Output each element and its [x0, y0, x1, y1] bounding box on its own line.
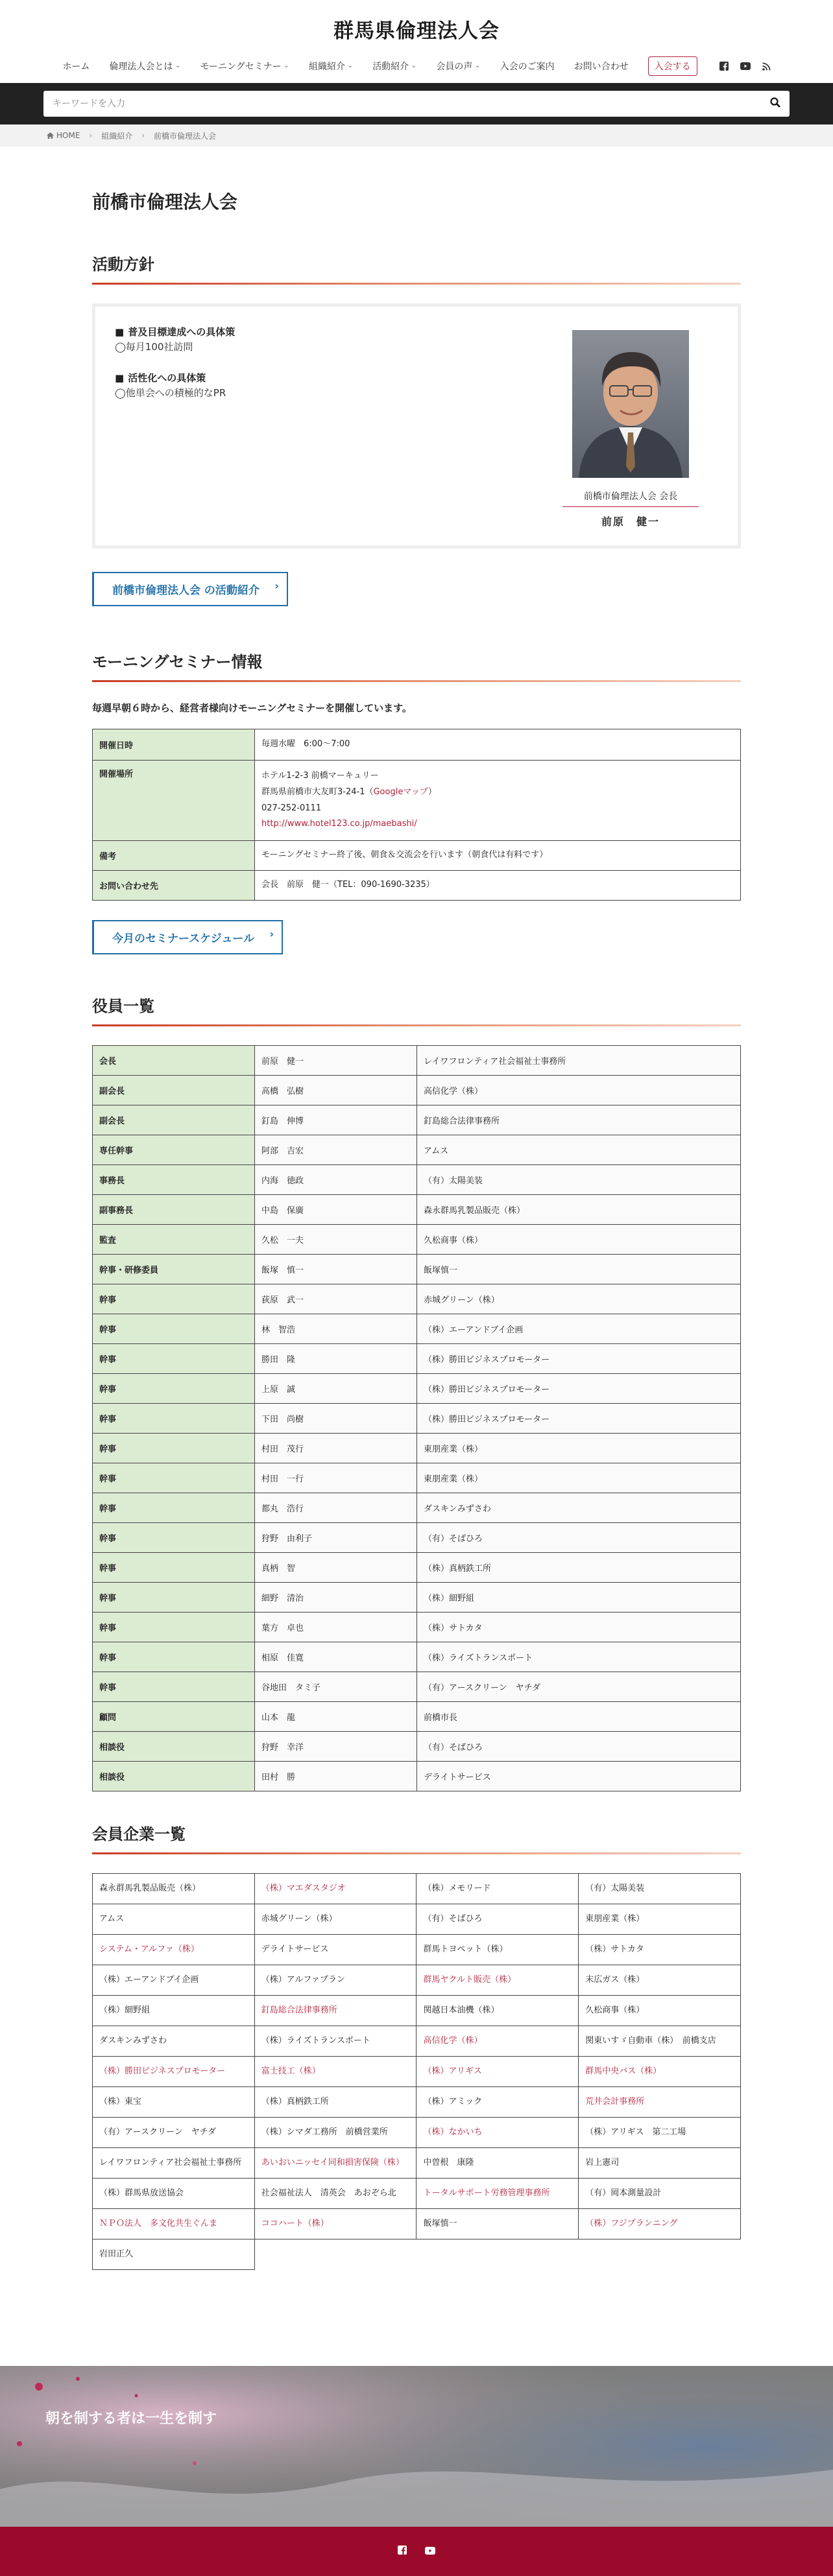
officer-role: 幹事 [93, 1344, 255, 1374]
table-row [93, 1135, 741, 1165]
officer-name: 谷地田 タミ子 [255, 1672, 417, 1702]
table-row [93, 1672, 741, 1702]
breadcrumb [0, 124, 833, 147]
activity-link-button[interactable]: 前橋市倫理法人会 の活動紹介 › [92, 572, 288, 606]
nav-item[interactable]: 入会のご案内 [500, 62, 555, 72]
member-company: 関東いすゞ自動車（株） 前橋支店 [579, 2026, 741, 2057]
member-company[interactable]: （株）マエダスタジオ [254, 1874, 416, 1904]
table-row [93, 1732, 741, 1762]
member-company[interactable]: （株）アリギス [416, 2057, 579, 2087]
contact-label: お問い合わせ先 [93, 871, 255, 901]
member-company[interactable]: 群馬中央バス（株） [579, 2057, 741, 2087]
officer-company: （株）真柄鉄工所 [417, 1553, 741, 1583]
table-row [93, 2209, 741, 2239]
officer-name: 田村 勝 [255, 1762, 417, 1791]
officer-role: 幹事 [93, 1553, 255, 1583]
officers-table [92, 1045, 741, 1791]
table-row [93, 1762, 741, 1791]
table-row [93, 1284, 741, 1314]
member-company: （株）エーアンドブイ企画 [93, 1965, 255, 1996]
breadcrumb-separator-icon: › [89, 131, 93, 140]
table-row [93, 1046, 741, 1076]
member-company: （株）サトカタ [579, 1935, 741, 1965]
officer-company: 東朋産業（株） [417, 1434, 741, 1463]
member-company[interactable]: 荒井会計事務所 [579, 2087, 741, 2118]
header-social-icons [719, 62, 771, 71]
nav-item[interactable]: 活動紹介 ⌄ [372, 60, 416, 73]
officer-company: 久松商事（株） [417, 1225, 741, 1255]
officer-role: 事務長 [93, 1165, 255, 1195]
member-company[interactable]: ＮＰＯ法人 多文化共生ぐんま [93, 2209, 255, 2239]
officer-role: 幹事 [93, 1642, 255, 1672]
officer-company: アムス [417, 1135, 741, 1165]
google-map-link[interactable]: Googleマップ [373, 786, 428, 797]
member-company: 赤城グリーン（株） [254, 1904, 416, 1935]
place-address [261, 785, 734, 801]
officer-role: 専任幹事 [93, 1135, 255, 1165]
member-company: （株）アミック [416, 2087, 579, 2118]
place-address-close: ） [428, 786, 437, 797]
officer-name: 相原 佳寛 [255, 1642, 417, 1672]
member-company: 社会福祉法人 清英会 あおぞら北 [254, 2179, 416, 2209]
table-row [93, 1613, 741, 1642]
officer-role: 幹事 [93, 1493, 255, 1523]
officer-company: （株）サトカタ [417, 1613, 741, 1642]
member-company: アムス [93, 1904, 255, 1935]
officer-company: 森永群馬乳製品販売（株） [417, 1195, 741, 1225]
officer-name: 細野 清治 [255, 1583, 417, 1613]
officer-name: 下田 尚樹 [255, 1404, 417, 1434]
member-company: 東朋産業（株） [579, 1904, 741, 1935]
seminar-lead: 毎週早朝６時から、経営者様向けモーニングセミナーを開催しています。 [92, 702, 412, 714]
officer-name: 上原 誠 [255, 1374, 417, 1404]
policy-text [115, 321, 235, 528]
officer-company: デライトサービス [417, 1762, 741, 1791]
officer-name: 飯塚 慎一 [255, 1255, 417, 1284]
table-row [93, 1076, 741, 1105]
search-bar [0, 83, 833, 124]
table-row [93, 1195, 741, 1225]
site-title[interactable]: 群馬県倫理法人会 [333, 19, 500, 43]
policy-item: ◯ 毎月100社訪問 [115, 340, 235, 355]
officer-name: 葉方 卓也 [255, 1613, 417, 1642]
note-label: 備考 [93, 841, 255, 871]
policy-heading: ■ 普及目標達成への具体策 [115, 325, 235, 340]
member-company[interactable]: （株）フジプランニング [579, 2209, 741, 2239]
officer-name: 阿部 吉宏 [255, 1135, 417, 1165]
place-line1: ホテル1-2-3 前橋マーキュリー [261, 771, 379, 781]
member-company[interactable]: ココハート（株） [254, 2209, 416, 2239]
table-row [93, 1874, 741, 1904]
place-tel: 027-252-0111 [261, 803, 322, 813]
table-row [93, 841, 741, 871]
officer-name: 久松 一夫 [255, 1225, 417, 1255]
member-company: 飯塚慎一 [416, 2209, 579, 2239]
note-value: モーニングセミナー終了後、朝食＆交流会を行います（朝食代は有料です） [255, 841, 741, 871]
member-company: （有）アースクリーン ヤチダ [93, 2118, 255, 2148]
nav-item[interactable]: 組織紹介 ⌄ [309, 60, 353, 73]
breadcrumb-separator-icon: › [141, 131, 145, 140]
join-button[interactable]: 入会する [648, 56, 697, 76]
place-value [255, 761, 741, 841]
member-company: レイワフロンティア社会福祉士事務所 [93, 2148, 255, 2179]
table-row [93, 1404, 741, 1434]
page-title: 前橋市倫理法人会 [92, 191, 238, 213]
member-company: 中曽根 康隆 [416, 2148, 579, 2179]
officer-company: ダスキンみずさわ [417, 1493, 741, 1523]
seminar-table [92, 729, 741, 901]
table-row [93, 1935, 741, 1965]
officer-role: 顧問 [93, 1702, 255, 1732]
officer-company: （株）ライズトランスポート [417, 1642, 741, 1672]
officer-role: 幹事 [93, 1404, 255, 1434]
table-row [93, 871, 741, 901]
date-value: 毎週水曜 6:00〜7:00 [255, 729, 741, 761]
breadcrumb-home[interactable] [47, 131, 80, 140]
member-company[interactable]: （株）なかいち [416, 2118, 579, 2148]
officer-name: 釘島 伸博 [255, 1105, 417, 1135]
table-row [93, 761, 741, 841]
member-company[interactable]: 富士技工（株） [254, 2057, 416, 2087]
table-row [93, 1702, 741, 1732]
members-section-title: 会員企業一覧 [92, 1821, 741, 1854]
youtube-icon[interactable] [740, 62, 751, 70]
search-box [43, 91, 790, 117]
member-company: （有）太陽美装 [579, 1874, 741, 1904]
member-company: （株）群馬県放送協会 [93, 2179, 255, 2209]
officers-section-title: 役員一覧 [92, 993, 741, 1026]
table-row [93, 1344, 741, 1374]
table-row [93, 1165, 741, 1195]
member-company: 森永群馬乳製品販売（株） [93, 1874, 255, 1904]
search-input[interactable] [53, 99, 708, 109]
officer-role: 幹事 [93, 1463, 255, 1493]
officer-role: 幹事 [93, 1314, 255, 1344]
president-role: 前橋市倫理法人会 会長 [562, 490, 699, 507]
officer-name: 荻原 武一 [255, 1284, 417, 1314]
table-row [93, 1434, 741, 1463]
table-row [93, 2087, 741, 2118]
president-photo [572, 330, 689, 478]
table-row [93, 1996, 741, 2026]
table-row [93, 1493, 741, 1523]
breadcrumb-home-label: HOME [56, 131, 80, 140]
member-company: （有）岡本測量設計 [579, 2179, 741, 2209]
site-footer [0, 2366, 833, 2576]
footer-background-image [0, 2366, 833, 2527]
nav-item[interactable]: 会員の声 ⌄ [436, 60, 480, 73]
member-company[interactable]: 高信化学（株） [416, 2026, 579, 2057]
officer-company: 赤城グリーン（株） [417, 1284, 741, 1314]
member-company: 岩上憲司 [579, 2148, 741, 2179]
officer-name: 林 智浩 [255, 1314, 417, 1344]
officer-company: 高信化学（株） [417, 1076, 741, 1105]
officer-role: 相談役 [93, 1732, 255, 1762]
table-row [93, 2118, 741, 2148]
officer-role: 幹事 [93, 1374, 255, 1404]
officer-name: 山本 龍 [255, 1702, 417, 1732]
officer-name: 村田 茂行 [255, 1434, 417, 1463]
officer-company: （株）エーアンドブイ企画 [417, 1314, 741, 1344]
member-company: （有）そばひろ [416, 1904, 579, 1935]
member-company: （株）アルファプラン [254, 1965, 416, 1996]
officer-company: 東朋産業（株） [417, 1463, 741, 1493]
member-company[interactable]: （株）勝田ビジネスプロモーター [93, 2057, 255, 2087]
member-company[interactable]: システム・アルファ（株） [93, 1935, 255, 1965]
members-table [92, 1873, 741, 2270]
table-row [93, 1255, 741, 1284]
officer-name: 真柄 智 [255, 1553, 417, 1583]
member-company[interactable]: あいおいニッセイ同和損害保険（株） [254, 2148, 416, 2179]
officer-company: （有）アースクリーン ヤチダ [417, 1672, 741, 1702]
table-row [93, 1642, 741, 1672]
table-row [93, 1374, 741, 1404]
member-company: （株）細野組 [93, 1996, 255, 2026]
officer-name: 中島 保廣 [255, 1195, 417, 1225]
officer-role: 相談役 [93, 1762, 255, 1791]
main-content [92, 147, 741, 2366]
member-company: 岩田正久 [93, 2239, 255, 2270]
officer-name: 高橋 弘樹 [255, 1076, 417, 1105]
officer-company: （有）そばひろ [417, 1523, 741, 1553]
officer-role: 幹事 [93, 1613, 255, 1642]
member-company: （株）ライズトランスポート [254, 2026, 416, 2057]
officer-company: （株）勝田ビジネスプロモーター [417, 1374, 741, 1404]
officer-company: （有）そばひろ [417, 1732, 741, 1762]
officer-role: 幹事 [93, 1523, 255, 1553]
officer-role: 幹事 [93, 1284, 255, 1314]
youtube-icon[interactable] [425, 2546, 435, 2557]
facebook-icon[interactable] [398, 2546, 407, 2557]
officer-company: （有）太陽美装 [417, 1165, 741, 1195]
member-company: （株）メモリード [416, 1874, 579, 1904]
footer-hero [0, 2366, 833, 2527]
officer-role: 幹事 [93, 1672, 255, 1702]
officer-company: （株）勝田ビジネスプロモーター [417, 1404, 741, 1434]
officer-role: 幹事・研修委員 [93, 1255, 255, 1284]
officer-role: 幹事 [93, 1434, 255, 1463]
officer-company: レイワフロンティア社会福祉士事務所 [417, 1046, 741, 1076]
officer-role: 副事務長 [93, 1195, 255, 1225]
site-header [0, 0, 833, 83]
policy-section-title: 活動方針 [92, 252, 741, 284]
rss-icon[interactable] [762, 62, 771, 71]
member-company: （株）東宝 [93, 2087, 255, 2118]
table-row [93, 1105, 741, 1135]
officer-role: 会長 [93, 1046, 255, 1076]
table-row [93, 1583, 741, 1613]
table-row [93, 1904, 741, 1935]
policy-box [92, 303, 741, 549]
global-nav [0, 56, 833, 76]
table-row [93, 1463, 741, 1493]
officer-name: 狩野 由利子 [255, 1523, 417, 1553]
member-company: 関越日本油機（株） [416, 1996, 579, 2026]
table-row [93, 2179, 741, 2209]
table-row [93, 1314, 741, 1344]
member-company: 群馬トヨペット（株） [416, 1935, 579, 1965]
member-company: （株）真柄鉄工所 [254, 2087, 416, 2118]
table-row [93, 1965, 741, 1996]
seminar-section-title: モーニングセミナー情報 [92, 649, 741, 681]
table-row [93, 1553, 741, 1583]
officer-role: 幹事 [93, 1583, 255, 1613]
footer-tagline: 朝を制する者は一生を制す [45, 2410, 217, 2427]
table-row [93, 1523, 741, 1553]
search-icon[interactable] [770, 97, 780, 110]
member-company[interactable]: 釘島総合法律事務所 [254, 1996, 416, 2026]
officer-name: 狩野 幸洋 [255, 1732, 417, 1762]
nav-item[interactable]: お問い合わせ [573, 62, 629, 72]
officer-name: 勝田 隆 [255, 1344, 417, 1374]
table-row [93, 2148, 741, 2179]
member-company: 久松商事（株） [579, 1996, 741, 2026]
officer-role: 副会長 [93, 1105, 255, 1135]
nav-item[interactable]: ホーム [62, 62, 90, 72]
nav-item[interactable]: 倫理法人会とは ⌄ [109, 60, 180, 73]
officer-role: 副会長 [93, 1076, 255, 1105]
table-row [93, 2239, 741, 2270]
officer-name: 都丸 浩行 [255, 1493, 417, 1523]
officer-company: 釘島総合法律事務所 [417, 1105, 741, 1135]
table-row [93, 2026, 741, 2057]
officer-name: 前原 健一 [255, 1046, 417, 1076]
seminar-schedule-button[interactable]: 今月のセミナースケジュール › [92, 920, 283, 954]
date-label: 開催日時 [93, 729, 255, 761]
officer-role: 監査 [93, 1225, 255, 1255]
member-company: 末広ガス（株） [579, 1965, 741, 1996]
contact-value: 会長 前原 健一（TEL：090-1690-3235） [255, 871, 741, 901]
home-icon [47, 132, 54, 139]
table-row [93, 2057, 741, 2087]
place-label: 開催場所 [93, 761, 255, 841]
breadcrumb-parent[interactable]: 組織紹介 [101, 131, 133, 141]
breadcrumb-current: 前橋市倫理法人会 [154, 131, 217, 141]
place-address-text: 群馬県前橋市大友町3-24-1（ [261, 786, 374, 797]
officer-company: 飯塚慎一 [417, 1255, 741, 1284]
president-card [562, 321, 699, 528]
policy-heading: ■ 活性化への具体策 [115, 371, 235, 386]
officer-company: （株）勝田ビジネスプロモーター [417, 1344, 741, 1374]
officer-name: 内海 徳政 [255, 1165, 417, 1195]
member-company[interactable]: 群馬ヤクルト販売（株） [416, 1965, 579, 1996]
officer-name: 村田 一行 [255, 1463, 417, 1493]
facebook-icon[interactable] [719, 62, 729, 71]
table-row [93, 1225, 741, 1255]
president-name: 前原 健一 [601, 515, 660, 528]
member-company: デライトサービス [254, 1935, 416, 1965]
table-row [93, 729, 741, 761]
member-company: （株）アリギス 第二工場 [579, 2118, 741, 2148]
member-company[interactable]: トータルサポート労務管理事務所 [416, 2179, 579, 2209]
officer-company: （株）細野組 [417, 1583, 741, 1613]
footer-bar [0, 2527, 833, 2576]
officer-company: 前橋市長 [417, 1702, 741, 1732]
hotel-url-link[interactable]: http://www.hotel123.co.jp/maebashi/ [261, 819, 417, 829]
policy-item: ◯ 他単会への積極的なPR [115, 386, 235, 401]
nav-item[interactable]: モーニングセミナー ⌄ [200, 60, 289, 73]
member-company: （株）シマダ工務所 前橋営業所 [254, 2118, 416, 2148]
member-company: ダスキンみずさわ [93, 2026, 255, 2057]
